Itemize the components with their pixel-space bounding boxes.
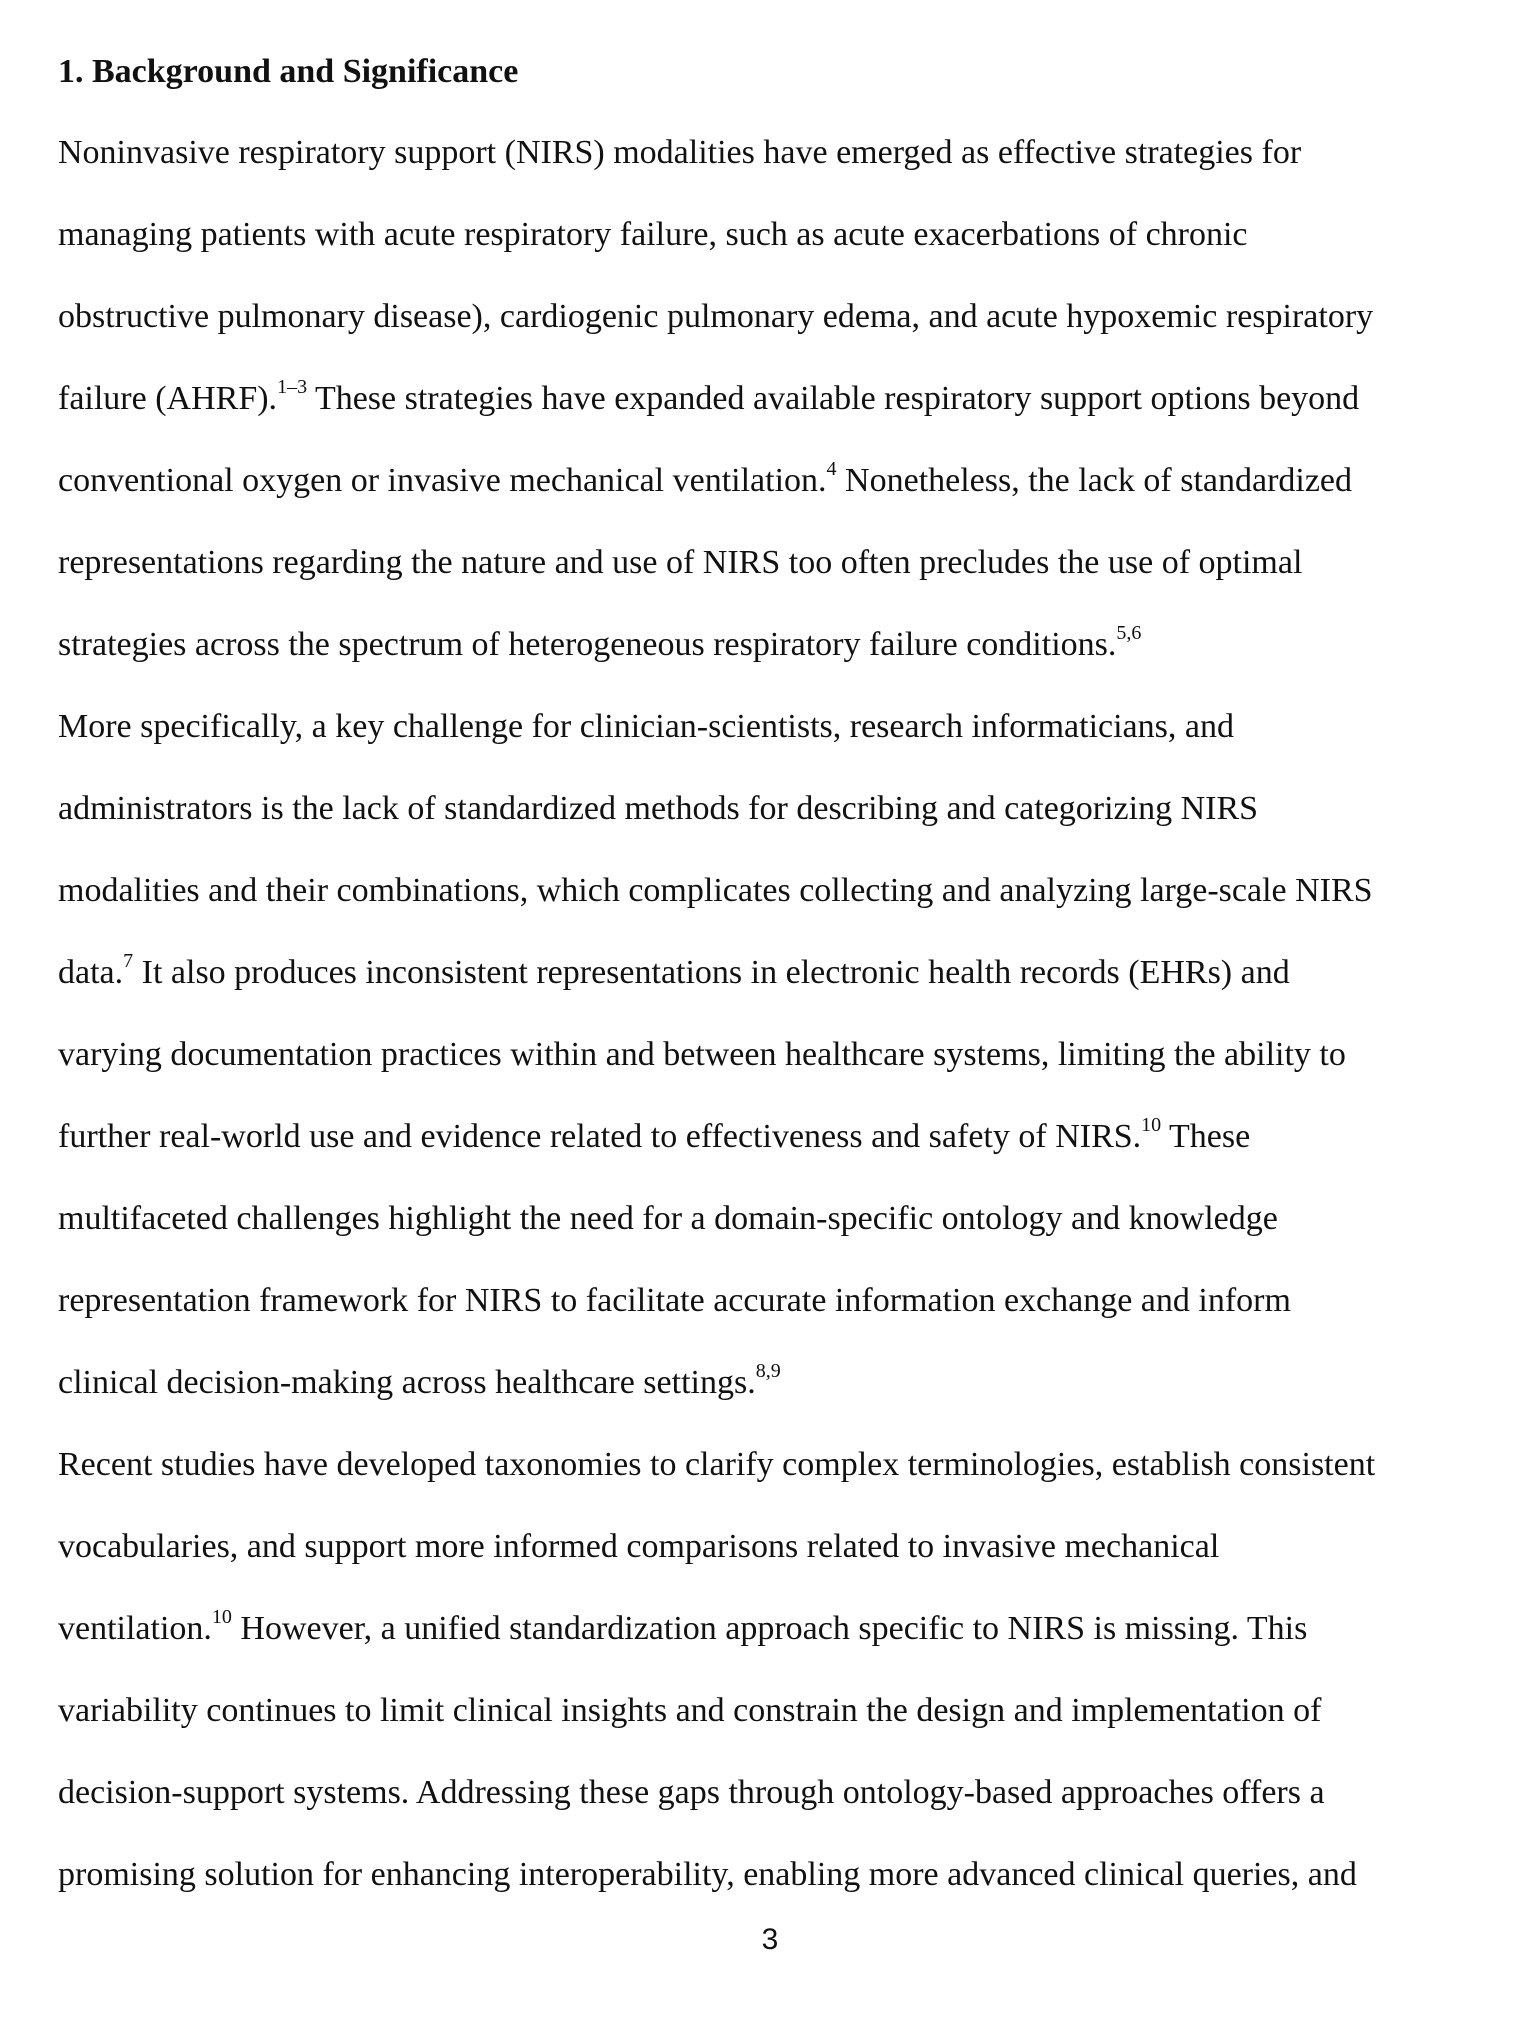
section-heading: 1. Background and Significance <box>58 53 519 90</box>
body-line: representations regarding the nature and use of NIRS too often precludes the use of optimal <box>58 544 1303 581</box>
body-line: clinical decision-making across healthcare settings.$^{8,9}$ <box>58 1359 781 1401</box>
body-line: further real-world use and evidence related to effectiveness and safety of NIRS.$^{10}$ These <box>58 1113 1251 1155</box>
body-line: conventional oxygen or invasive mechanical ventilation.$^4$ Nonetheless, the lack of standardized <box>58 457 1353 499</box>
body-line: promising solution for enhancing interoperability, enabling more advanced clinical queries, and <box>58 1856 1357 1893</box>
body-line: obstructive pulmonary disease), cardiogenic pulmonary edema, and acute hypoxemic respiratory <box>58 298 1374 335</box>
body-line: modalities and their combinations, which complicates collecting and analyzing large-scale NIRS <box>58 872 1373 909</box>
body-line: More specifically, a key challenge for clinician-scientists, research informaticians, and <box>58 708 1234 745</box>
body-line: multifaceted challenges highlight the need for a domain-specific ontology and knowledge <box>58 1200 1278 1237</box>
body-line: Recent studies have developed taxonomies to clarify complex terminologies, establish consistent <box>58 1446 1376 1483</box>
body-line: Noninvasive respiratory support (NIRS) modalities have emerged as effective strategies for <box>58 134 1302 171</box>
body-line: varying documentation practices within and between healthcare systems, limiting the ability to <box>58 1036 1346 1073</box>
body-line: failure (AHRF).$^{1-3}$ These strategies have expanded available respiratory support options beyond <box>58 375 1360 417</box>
citation-superscript: 1–3 <box>277 375 308 398</box>
citation-superscript: 8,9 <box>755 1359 781 1382</box>
citation-superscript: 5,6 <box>1116 621 1142 644</box>
citation-superscript: 4 <box>826 457 837 480</box>
body-line: variability continues to limit clinical insights and constrain the design and implementation of <box>58 1692 1322 1729</box>
body-line: managing patients with acute respiratory failure, such as acute exacerbations of chronic <box>58 216 1248 253</box>
body-line: vocabularies, and support more informed comparisons related to invasive mechanical <box>58 1528 1220 1565</box>
body-line: data.$^7$ It also produces inconsistent representations in electronic health records (EHRs) and <box>58 949 1290 991</box>
body-line: decision-support systems. Addressing these gaps through ontology-based approaches offers a <box>58 1774 1325 1811</box>
citation-superscript: 7 <box>123 949 134 972</box>
citation-superscript: 10 <box>211 1605 232 1628</box>
body-line: ventilation.$^{10}$ However, a unified standardization approach specific to NIRS is missing. This <box>58 1605 1308 1647</box>
body-line: strategies across the spectrum of heterogeneous respiratory failure conditions.$^{5,6}$ <box>58 621 1142 663</box>
body-line: administrators is the lack of standardized methods for describing and categorizing NIRS <box>58 790 1259 827</box>
citation-superscript: 10 <box>1141 1113 1162 1136</box>
body-line: representation framework for NIRS to facilitate accurate information exchange and inform <box>58 1282 1291 1319</box>
page-number: 3 <box>761 1923 779 1956</box>
